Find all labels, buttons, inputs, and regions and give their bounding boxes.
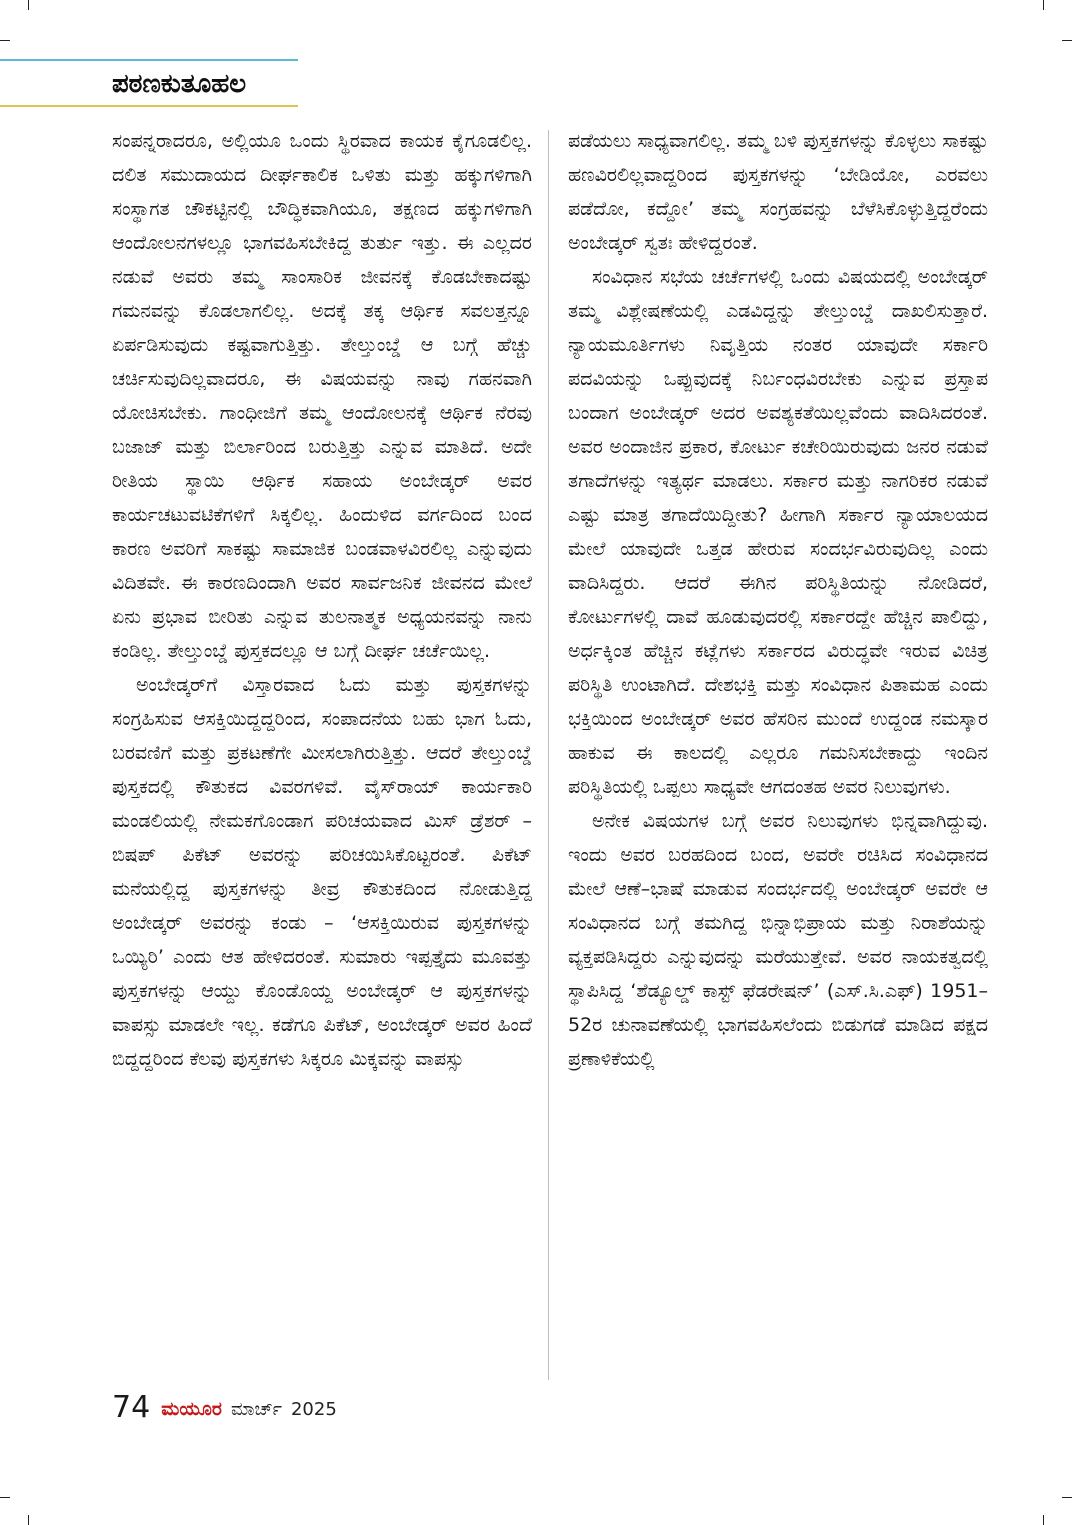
header-rule-top xyxy=(0,59,298,61)
issue-month: ಮಾರ್ಚ್ xyxy=(230,1399,282,1420)
header-rule-bottom xyxy=(0,105,298,107)
crop-mark xyxy=(0,40,10,41)
right-column xyxy=(568,124,988,1384)
crop-mark xyxy=(1043,0,1044,10)
crop-mark xyxy=(1062,40,1072,41)
column-divider xyxy=(548,130,549,1380)
crop-mark xyxy=(28,0,29,10)
left-paragraph-1: ಸಂಪನ್ನರಾದರೂ, ಅಲ್ಲಿಯೂ ಒಂದು ಸ್ಥಿರವಾದ ಕಾಯಕ ಕೈಗೂಡಲಿಲ್ಲ. ದಲಿತ ಸಮುದಾಯದ ದೀರ್ಘಕಾಲಿಕ ಒಳಿತು ಮತ್ತು ಹಕ್ಕುಗಳಿಗಾಗಿ ಸಂಸ್ಥಾಗತ ಚೌಕಟ್ಟಿನಲ್ಲಿ ಬೌದ್ಧಿಕವಾಗಿಯೂ, ತಕ್ಷಣದ ಹಕ್ಕುಗಳಿಗಾಗಿ ಆಂದೋಲನಗಳಲ್ಲೂ ಭಾಗವಹಿಸಬೇಕಿದ್ದ ತುರ್ತು ಇತ್ತು. ಈ ಎಲ್ಲದರ ನಡುವೆ ಅವರು ತಮ್ಮ ಸಾಂಸಾರಿಕ ಜೀವನಕ್ಕೆ ಕೊಡಬೇಕಾದಷ್ಟು ಗಮನವನ್ನು ಕೊಡಲಾಗಲಿಲ್ಲ. ಅದಕ್ಕೆ ತಕ್ಕ ಆರ್ಥಿಕ ಸವಲತ್ತನ್ನೂ ಏರ್ಪಡಿಸುವುದು ಕಷ್ಟವಾಗುತ್ತಿತ್ತು. ತೇಲ್ತುಂಬ್ಡೆ ಆ ಬಗ್ಗೆ ಹೆಚ್ಚು ಚರ್ಚಿಸುವುದಿಲ್ಲವಾದರೂ, ಈ ವಿಷಯವನ್ನು ನಾವು ಗಹನವಾಗಿ ಯೋಚಿಸಬೇಕು. ಗಾಂಧೀಜಿಗೆ ತಮ್ಮ ಆಂದೋಲನಕ್ಕೆ ಆರ್ಥಿಕ ನೆರವು ಬಜಾಜ್ ಮತ್ತು ಬಿರ್ಲಾರಿಂದ ಬರುತ್ತಿತ್ತು ಎನ್ನುವ ಮಾತಿದೆ. ಅದೇ ರೀತಿಯ ಸ್ಥಾಯಿ ಆರ್ಥಿಕ ಸಹಾಯ ಅಂಬೇಡ್ಕರ್ ಅವರ ಕಾರ್ಯಚಟುವಟಿಕೆಗಳಿಗೆ ಸಿಕ್ಕಲಿಲ್ಲ. ಹಿಂದುಳಿದ ವರ್ಗದಿಂದ ಬಂದ ಕಾರಣ ಅವರಿಗೆ ಸಾಕಷ್ಟು ಸಾಮಾಜಿಕ ಬಂಡವಾಳವಿರಲಿಲ್ಲ ಎನ್ನುವುದು ವಿದಿತವೇ. ಈ ಕಾರಣದಿಂದಾಗಿ ಅವರ ಸಾರ್ವಜನಿಕ ಜೀವನದ ಮೇಲೆ ಏನು ಪ್ರಭಾವ ಬೀರಿತು ಎನ್ನುವ ತುಲನಾತ್ಮಕ ಅಧ್ಯಯನವನ್ನು ನಾನು ಕಂಡಿಲ್ಲ. ತೇಲ್ತುಂಬ್ಡೆ ಪುಸ್ತಕದಲ್ಲೂ ಆ ಬಗ್ಗೆ ದೀರ್ಘ ಚರ್ಚೆಯಿಲ್ಲ. xyxy=(112,130,532,662)
section-header xyxy=(0,55,300,111)
issue-year: 2025 xyxy=(290,1399,337,1420)
right-paragraph-1: ಪಡೆಯಲು ಸಾಧ್ಯವಾಗಲಿಲ್ಲ. ತಮ್ಮ ಬಳಿ ಪುಸ್ತಕಗಳನ್ನು ಕೊಳ್ಳಲು ಸಾಕಷ್ಟು ಹಣವಿರಲಿಲ್ಲವಾದ್ದರಿಂದ ಪುಸ್ತಕಗಳನ್ನು ‘ಬೇಡಿಯೋ, ಎರವಲು ಪಡೆದೋ, ಕದ್ದೋ’ ತಮ್ಮ ಸಂಗ್ರಹವನ್ನು ಬೆಳೆಸಿಕೊಳ್ಳುತ್ತಿದ್ದರೆಂದು ಅಂಬೇಡ್ಕರ್ ಸ್ವತಃ ಹೇಳಿದ್ದರಂತೆ. xyxy=(568,130,988,254)
crop-mark xyxy=(28,1515,29,1525)
page-footer xyxy=(112,1390,337,1430)
right-paragraph-2: ಸಂವಿಧಾನ ಸಭೆಯ ಚರ್ಚೆಗಳಲ್ಲಿ ಒಂದು ವಿಷಯದಲ್ಲಿ ಅಂಬೇಡ್ಕರ್ ತಮ್ಮ ವಿಶ್ಲೇಷಣೆಯಲ್ಲಿ ಎಡವಿದ್ದನ್ನು ತೇಲ್ತುಂಬ್ಡೆ ದಾಖಲಿಸುತ್ತಾರೆ. ನ್ಯಾಯಮೂರ್ತಿಗಳು ನಿವೃತ್ತಿಯ ನಂತರ ಯಾವುದೇ ಸರ್ಕಾರಿ ಪದವಿಯನ್ನು ಒಪ್ಪುವುದಕ್ಕೆ ನಿರ್ಬಂಧವಿರಬೇಕು ಎನ್ನುವ ಪ್ರಸ್ತಾಪ ಬಂದಾಗ ಅಂಬೇಡ್ಕರ್ ಅದರ ಅವಶ್ಯಕತೆಯಿಲ್ಲವೆಂದು ವಾದಿಸಿದರಂತೆ. ಅವರ ಅಂದಾಜಿನ ಪ್ರಕಾರ, ಕೋರ್ಟು ಕಚೇರಿಯಿರುವುದು ಜನರ ನಡುವೆ ತಗಾದೆಗಳನ್ನು ಇತ್ಯರ್ಥ ಮಾಡಲು. ಸರ್ಕಾರ ಮತ್ತು ನಾಗರಿಕರ ನಡುವೆ ಎಷ್ಟು ಮಾತ್ರ ತಗಾದೆಯಿದ್ದೀತು? ಹೀಗಾಗಿ ಸರ್ಕಾರ ನ್ಯಾಯಾಲಯದ ಮೇಲೆ ಯಾವುದೇ ಒತ್ತಡ ಹೇರುವ ಸಂದರ್ಭವಿರುವುದಿಲ್ಲ ಎಂದು ವಾದಿಸಿದ್ದರು. ಆದರೆ ಈಗಿನ ಪರಿಸ್ಥಿತಿಯನ್ನು ನೋಡಿದರೆ, ಕೋರ್ಟುಗಳಲ್ಲಿ ದಾವೆ ಹೂಡುವುದರಲ್ಲಿ ಸರ್ಕಾರದ್ದೇ ಹೆಚ್ಚಿನ ಪಾಲಿದ್ದು, ಅರ್ಧಕ್ಕಿಂತ ಹೆಚ್ಚಿನ ಕಟ್ಲೆಗಳು ಸರ್ಕಾರದ ವಿರುದ್ಧವೇ ಇರುವ ವಿಚಿತ್ರ ಪರಿಸ್ಥಿತಿ ಉಂಟಾಗಿದೆ. ದೇಶಭಕ್ತಿ ಮತ್ತು ಸಂವಿಧಾನ ಪಿತಾಮಹ ಎಂದು ಭಕ್ತಿಯಿಂದ ಅಂಬೇಡ್ಕರ್ ಅವರ ಹೆಸರಿನ ಮುಂದೆ ಉದ್ದಂಡ ನಮಸ್ಕಾರ ಹಾಕುವ ಈ ಕಾಲದಲ್ಲಿ ಎಲ್ಲರೂ ಗಮನಿಸಬೇಕಾದ್ದು ಇಂದಿನ ಪರಿಸ್ಥಿತಿಯಲ್ಲಿ ಒಪ್ಪಲು ಸಾಧ್ಯವೇ ಆಗದಂತಹ ಅವರ ನಿಲುವುಗಳು. xyxy=(568,266,988,798)
crop-mark xyxy=(1062,1497,1072,1498)
magazine-logo: ಮಯೂರ xyxy=(161,1398,222,1420)
crop-mark xyxy=(0,1497,10,1498)
page-number: 74 xyxy=(112,1390,151,1425)
left-paragraph-2: ಅಂಬೇಡ್ಕರ್‌ಗೆ ವಿಸ್ತಾರವಾದ ಓದು ಮತ್ತು ಪುಸ್ತಕಗಳನ್ನು ಸಂಗ್ರಹಿಸುವ ಆಸಕ್ತಿಯಿದ್ದದ್ದರಿಂದ, ಸಂಪಾದನೆಯ ಬಹು ಭಾಗ ಓದು, ಬರವಣಿಗೆ ಮತ್ತು ಪ್ರಕಟಣೆಗೇ ಮೀಸಲಾಗಿರುತ್ತಿತ್ತು. ಆದರೆ ತೇಲ್ತುಂಬ್ಡೆ ಪುಸ್ತಕದಲ್ಲಿ ಕೌತುಕದ ವಿವರಗಳಿವೆ. ವೈಸ್‌ರಾಯ್ ಕಾರ್ಯಕಾರಿ ಮಂಡಲಿಯಲ್ಲಿ ನೇಮಕಗೊಂಡಾಗ ಪರಿಚಯವಾದ ಮಿಸ್ ಡ್ರೆಶರ್ – ಬಿಷಪ್ ಪಿಕೆಟ್ ಅವರನ್ನು ಪರಿಚಯಿಸಿಕೊಟ್ಟರಂತೆ. ಪಿಕೆಟ್ ಮನೆಯಲ್ಲಿದ್ದ ಪುಸ್ತಕಗಳನ್ನು ತೀವ್ರ ಕೌತುಕದಿಂದ ನೋಡುತ್ತಿದ್ದ ಅಂಬೇಡ್ಕರ್ ಅವರನ್ನು ಕಂಡು – ‘ಆಸಕ್ತಿಯಿರುವ ಪುಸ್ತಕಗಳನ್ನು ಒಯ್ಯಿರಿ’ ಎಂದು ಆತ ಹೇಳಿದರಂತೆ. ಸುಮಾರು ಇಪ್ಪತ್ತೈದು ಮೂವತ್ತು ಪುಸ್ತಕಗಳನ್ನು ಆಯ್ದು ಕೊಂಡೊಯ್ದ ಅಂಬೇಡ್ಕರ್ ಆ ಪುಸ್ತಕಗಳನ್ನು ವಾಪಸ್ಸು ಮಾಡಲೇ ಇಲ್ಲ. ಕಡೆಗೂ ಪಿಕೆಟ್, ಅಂಬೇಡ್ಕರ್ ಅವರ ಹಿಂದೆ ಬಿದ್ದದ್ದರಿಂದ ಕೆಲವು ಪುಸ್ತಕಗಳು ಸಿಕ್ಕರೂ ಮಿಕ್ಕವನ್ನು ವಾಪಸ್ಸು xyxy=(112,674,532,1070)
right-paragraph-3: ಅನೇಕ ವಿಷಯಗಳ ಬಗ್ಗೆ ಅವರ ನಿಲುವುಗಳು ಭಿನ್ನವಾಗಿದ್ದುವು. ಇಂದು ಅವರ ಬರಹದಿಂದ ಬಂದ, ಅವರೇ ರಚಿಸಿದ ಸಂವಿಧಾನದ ಮೇಲೆ ಆಣೆ–ಭಾಷೆ ಮಾಡುವ ಸಂದರ್ಭದಲ್ಲಿ ಅಂಬೇಡ್ಕರ್ ಅವರೇ ಆ ಸಂವಿಧಾನದ ಬಗ್ಗೆ ತಮಗಿದ್ದ ಭಿನ್ನಾಭಿಪ್ರಾಯ ಮತ್ತು ನಿರಾಶೆಯನ್ನು ವ್ಯಕ್ತಪಡಿಸಿದ್ದರು ಎನ್ನುವುದನ್ನು ಮರೆಯುತ್ತೇವೆ. ಅವರ ನಾಯಕತ್ವದಲ್ಲಿ ಸ್ಥಾಪಿಸಿದ್ದ ‘ಶೆಡ್ಯೂಲ್ಡ್ ಕಾಸ್ಟ್ ಫೆಡರೇಷನ್’ (ಎಸ್.ಸಿ.ಎಫ್) 1951–52ರ ಚುನಾವಣೆಯಲ್ಲಿ ಭಾಗವಹಿಸಲೆಂದು ಬಿಡುಗಡೆ ಮಾಡಿದ ಪಕ್ಷದ ಪ್ರಣಾಳಿಕೆಯಲ್ಲಿ xyxy=(568,810,988,1070)
left-column xyxy=(112,124,532,1384)
section-title: ಪಠಣಕುತೂಹಲ xyxy=(112,69,247,99)
crop-mark xyxy=(1043,1515,1044,1525)
